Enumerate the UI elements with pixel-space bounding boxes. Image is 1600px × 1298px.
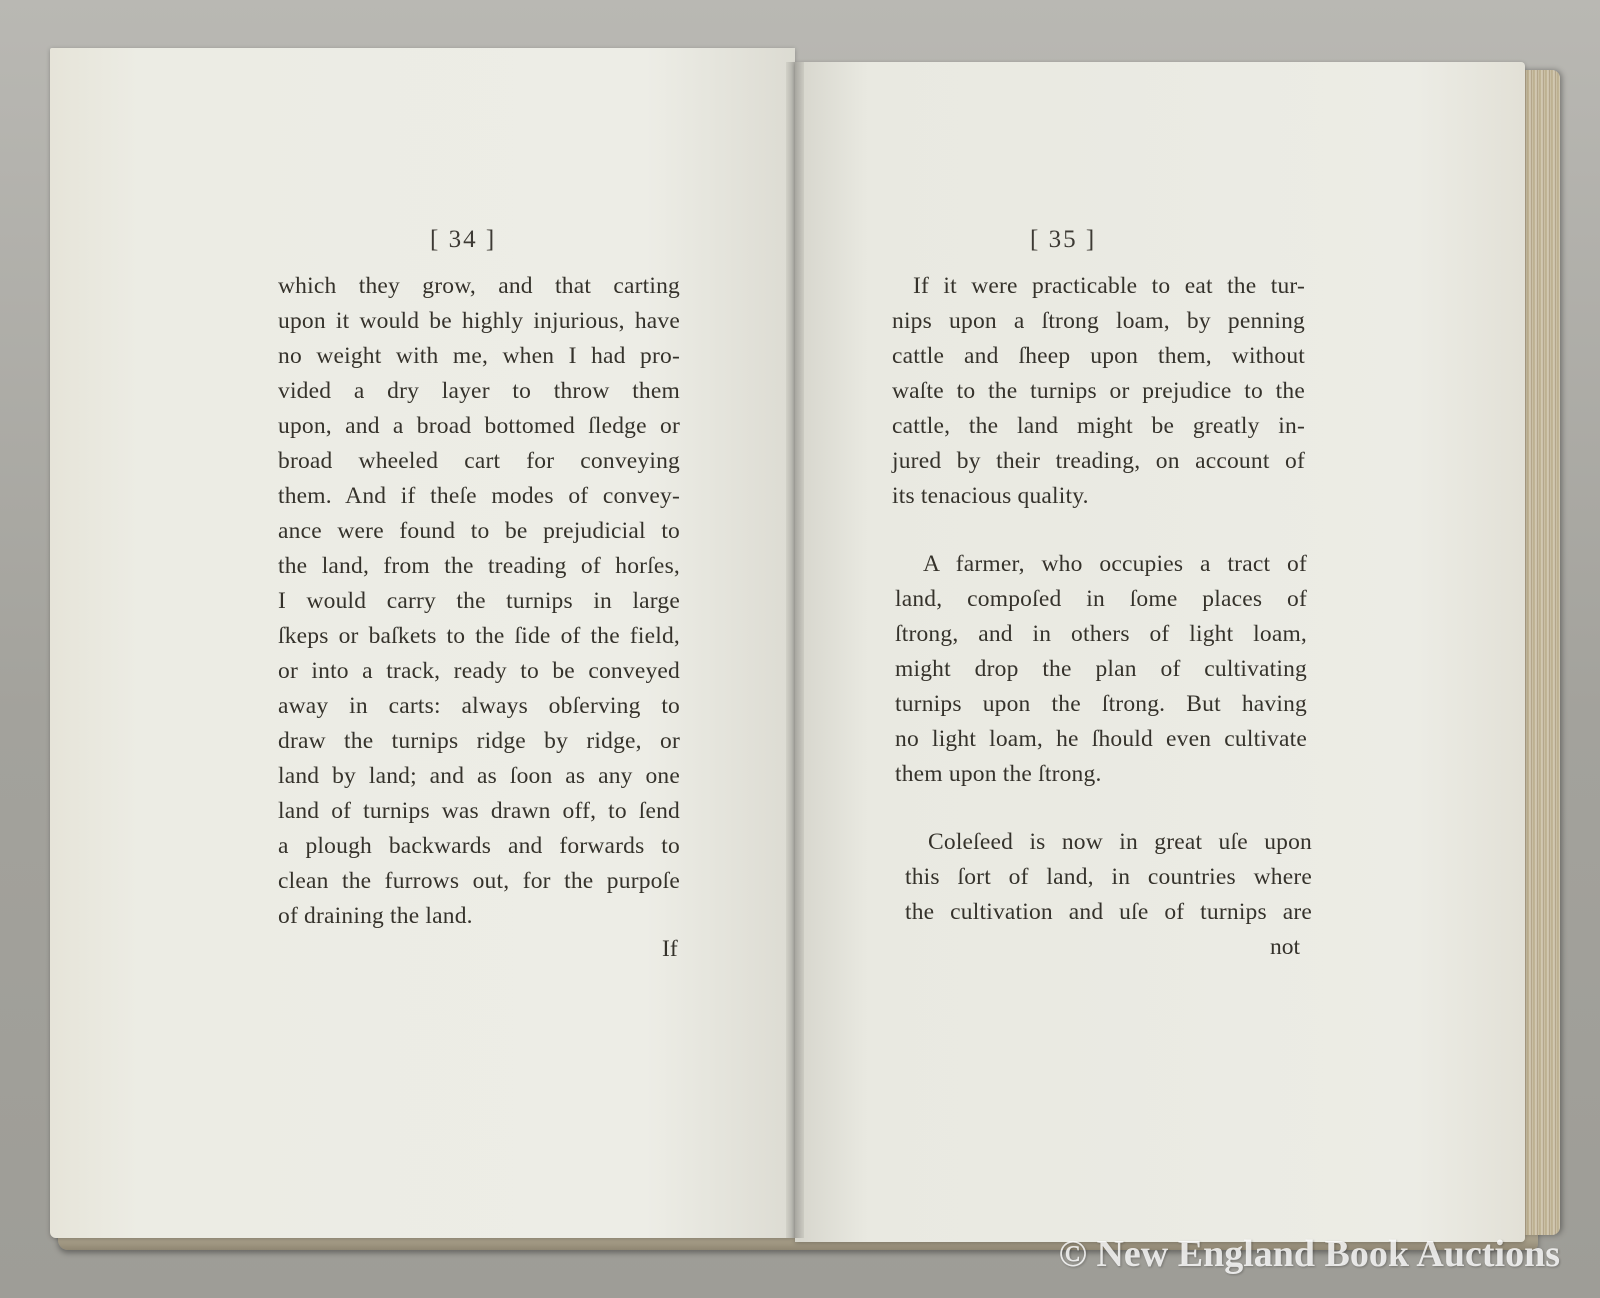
left-line-2: upon it would be highly injurious, have xyxy=(278,308,680,334)
book-gutter xyxy=(786,62,804,1238)
right-p1-line-3: cattle and ſheep upon them, without xyxy=(892,343,1305,369)
right-p3-line-2: this ſort of land, in countries where xyxy=(905,864,1312,890)
right-p3-line-1: Coleſeed is now in great uſe upon xyxy=(928,829,1312,855)
left-line-16: land of turnips was drawn off, to ſend xyxy=(278,798,680,824)
left-line-5: upon, and a broad bottomed ſledge or xyxy=(278,413,680,439)
right-catchword: not xyxy=(1270,934,1301,960)
right-p2-line-1: A farmer, who occupies a tract of xyxy=(923,551,1307,577)
left-line-18: clean the furrows out, for the purpoſe xyxy=(278,868,680,894)
right-p1-line-6: jured by their treading, on account of xyxy=(892,448,1305,474)
left-line-7: them. And if theſe modes of convey- xyxy=(278,483,680,509)
left-line-15: land by land; and as ſoon as any one xyxy=(278,763,680,789)
right-p2-line-2: land, compoſed in ſome places of xyxy=(895,586,1307,612)
right-p3-line-3: the cultivation and uſe of turnips are xyxy=(905,899,1312,925)
left-line-14: draw the turnips ridge by ridge, or xyxy=(278,728,680,754)
left-line-11: ſkeps or baſkets to the ſide of the field, xyxy=(278,623,680,649)
left-page-number: [ 34 ] xyxy=(430,226,497,253)
right-p1-line-2: nips upon a ſtrong loam, by penning xyxy=(892,308,1305,334)
left-line-19: of draining the land. xyxy=(278,903,473,929)
watermark: © New England Book Auctions xyxy=(1058,1233,1560,1275)
right-p1-line-4: waſte to the turnips or prejudice to the xyxy=(892,378,1305,404)
left-line-6: broad wheeled cart for conveying xyxy=(278,448,680,474)
right-p2-line-6: no light loam, he ſhould even cultivate xyxy=(895,726,1307,752)
left-line-3: no weight with me, when I had pro- xyxy=(278,343,680,369)
left-catchword: If xyxy=(662,936,678,962)
left-line-8: ance were found to be prejudicial to xyxy=(278,518,680,544)
right-page-number: [ 35 ] xyxy=(1030,226,1097,253)
right-p1-line-7: its tenacious quality. xyxy=(892,483,1089,509)
right-p1-line-1: If it were practicable to eat the tur- xyxy=(913,273,1305,299)
left-line-17: a plough backwards and forwards to xyxy=(278,833,680,859)
left-line-9: the land, from the treading of horſes, xyxy=(278,553,680,579)
right-p2-line-5: turnips upon the ſtrong. But having xyxy=(895,691,1307,717)
right-p2-line-3: ſtrong, and in others of light loam, xyxy=(895,621,1307,647)
right-p2-line-4: might drop the plan of cultivating xyxy=(895,656,1307,682)
left-line-10: I would carry the turnips in large xyxy=(278,588,680,614)
left-page xyxy=(50,48,795,1238)
left-line-4: vided a dry layer to throw them xyxy=(278,378,680,404)
right-p1-line-5: cattle, the land might be greatly in- xyxy=(892,413,1305,439)
page-stack-right xyxy=(1520,70,1560,1235)
right-p2-line-7: them upon the ſtrong. xyxy=(895,761,1102,787)
left-line-13: away in carts: always obſerving to xyxy=(278,693,680,719)
left-line-1: which they grow, and that carting xyxy=(278,273,680,299)
right-page xyxy=(795,62,1525,1242)
left-line-12: or into a track, ready to be conveyed xyxy=(278,658,680,684)
